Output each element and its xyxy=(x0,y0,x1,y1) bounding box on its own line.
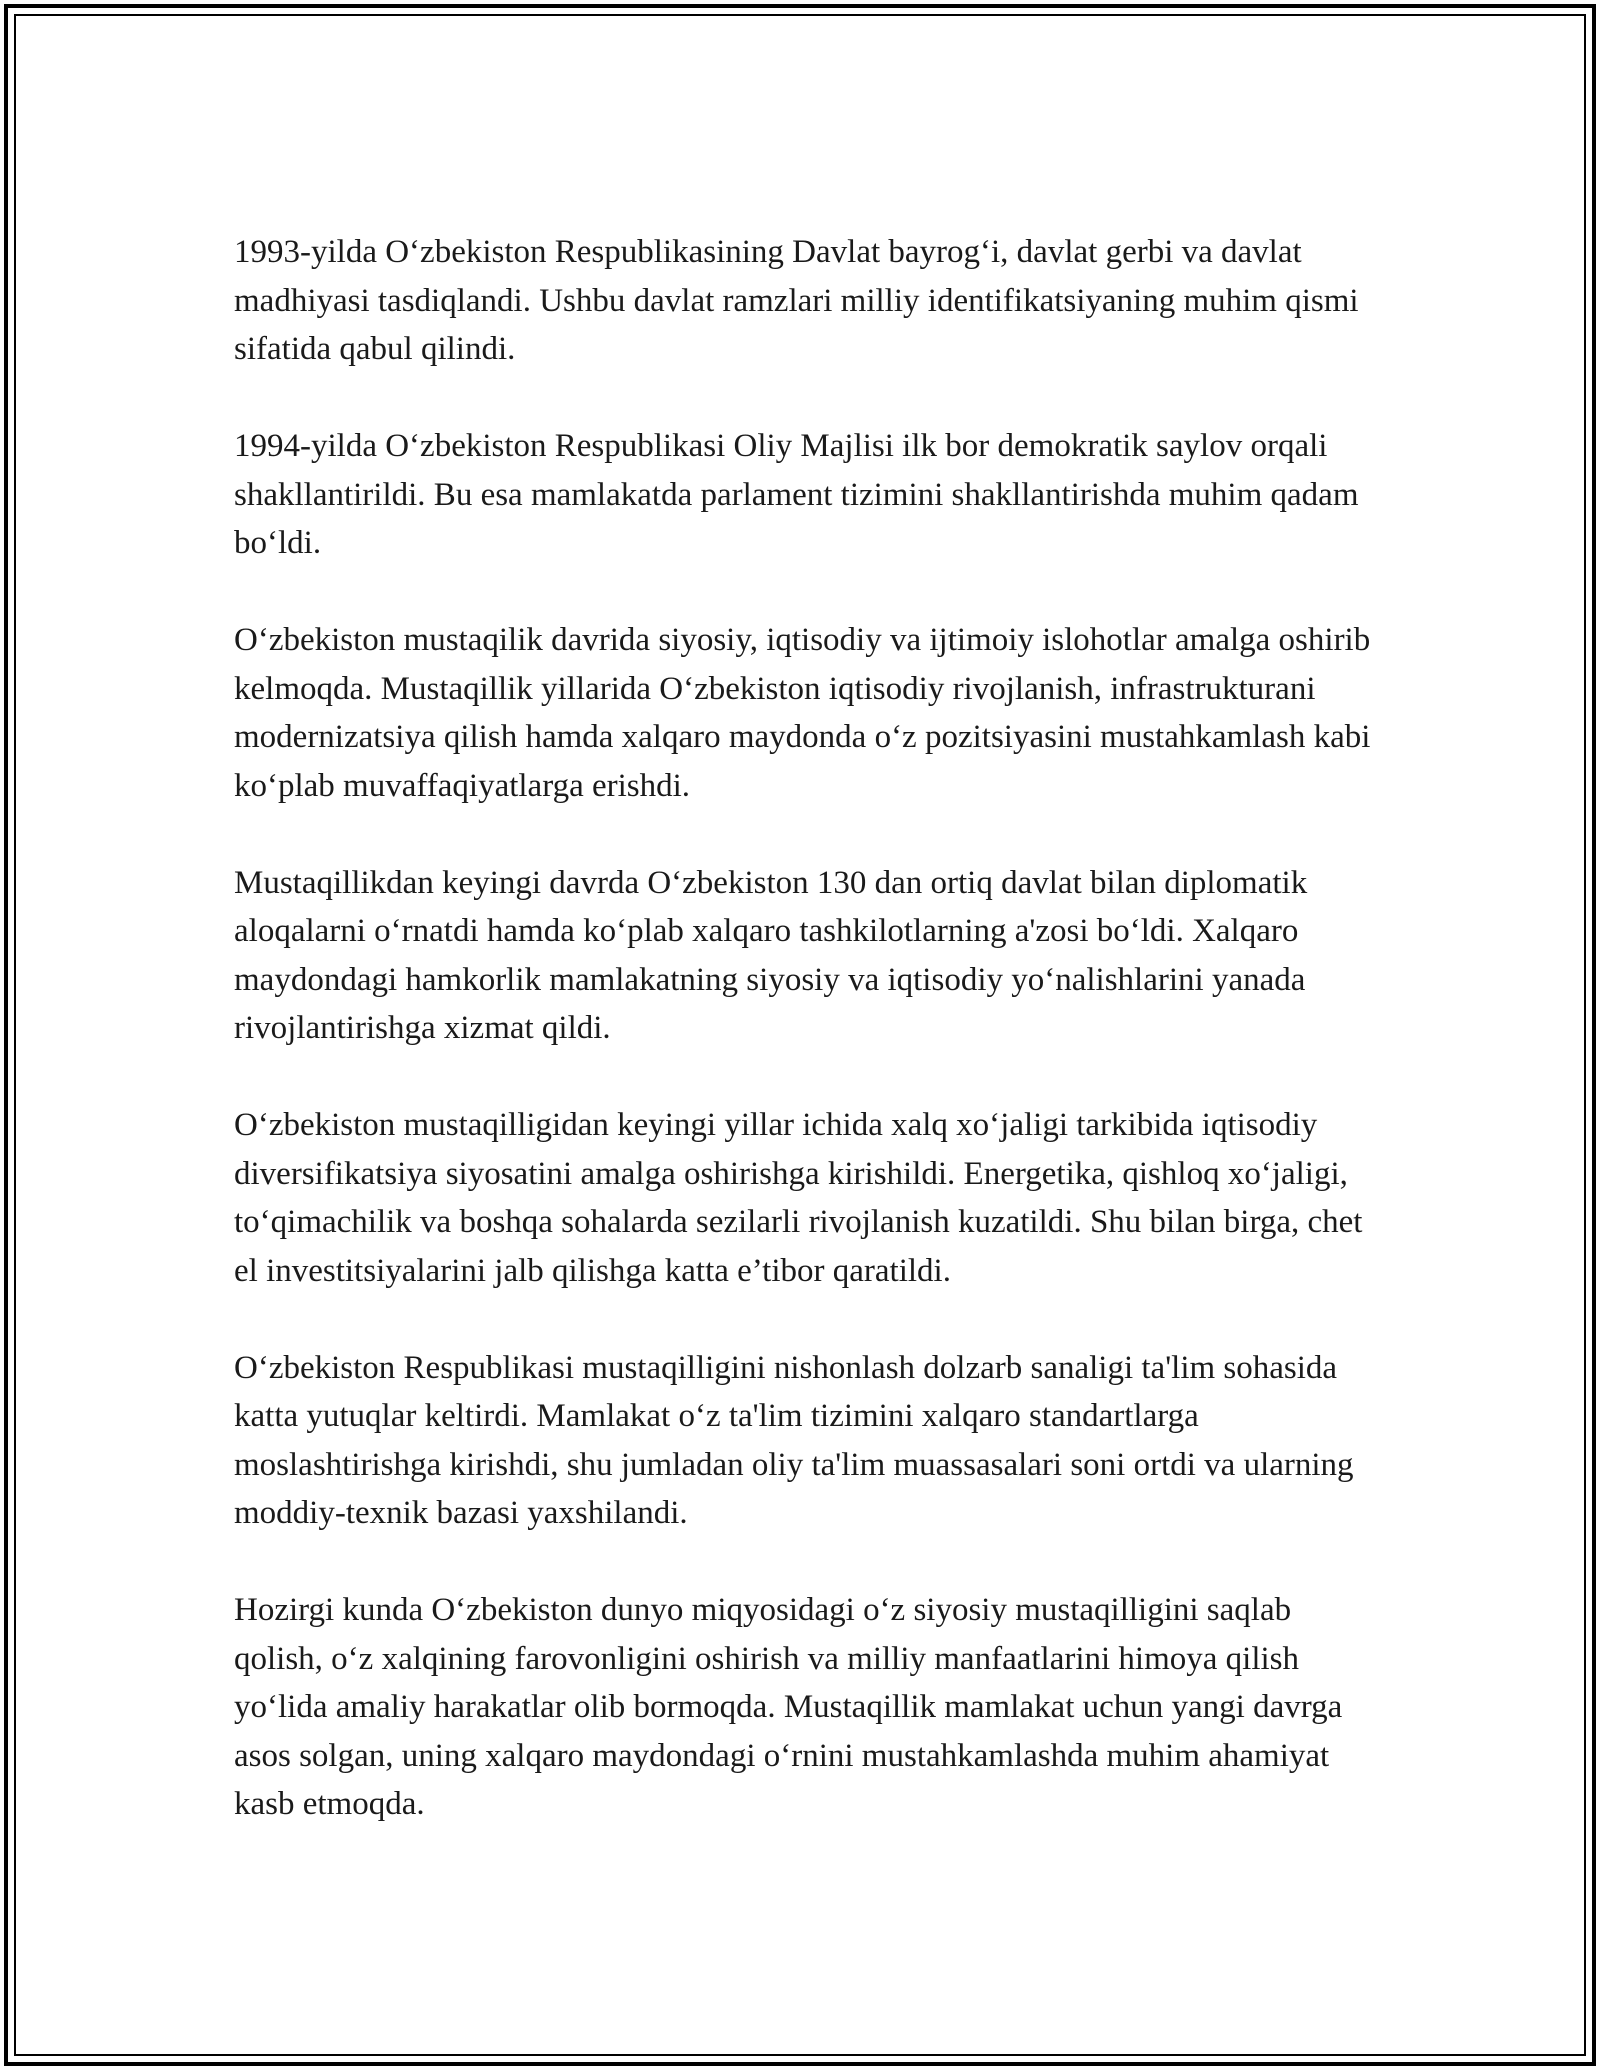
paragraph-5: O‘zbekiston mustaqilligidan keyingi yillar ichida xalq xo‘jaligi tarkibida iqtisodiy diversifikatsiya siyosatini amalga oshirishga kirishildi. Energetika, qishloq xo‘jaligi, to‘qimachilik va boshqa sohalarda sezilarli rivojlanish kuzatildi. Shu bilan birga, chet el investitsiyalarini jalb qilishga katta e’tibor qaratildi. xyxy=(234,1107,1363,1289)
paragraph-2: 1994-yilda O‘zbekiston Respublikasi Oliy Majlisi ilk bor demokratik saylov orqali shakllantirildi. Bu esa mamlakatda parlament tizimini shakllantirishda muhim qadam bo‘ldi. xyxy=(234,428,1359,561)
paragraph-1: 1993-yilda O‘zbekiston Respublikasining Davlat bayrog‘i, davlat gerbi va davlat madhiyasi tasdiqlandi. Ushbu davlat ramzlari milliy identifikatsiyaning muhim qismi sifatida qabul qilindi. xyxy=(234,234,1359,367)
document-body xyxy=(234,228,1384,1877)
paragraph-4: Mustaqillikdan keyingi davrda O‘zbekiston 130 dan ortiq davlat bilan diplomatik aloqalarni o‘rnatdi hamda ko‘plab xalqaro tashkilotlarning a'zosi bo‘ldi. Xalqaro maydondagi hamkorlik mamlakatning siyosiy va iqtisodiy yo‘nalishlarini yanada rivojlantirishga xizmat qildi. xyxy=(234,864,1308,1046)
paragraph-6: O‘zbekiston Respublikasi mustaqilligini nishonlash dolzarb sanaligi ta'lim sohasida katta yutuqlar keltirdi. Mamlakat o‘z ta'lim tizimini xalqaro standartlarga moslashtirishga kirishdi, shu jumladan oliy ta'lim muassasalari soni ortdi va ularning moddiy-texnik bazasi yaxshilandi. xyxy=(234,1349,1354,1531)
paragraph-7: Hozirgi kunda O‘zbekiston dunyo miqyosidagi o‘z siyosiy mustaqilligini saqlab qolish, o‘z xalqining farovonligini oshirish va milliy manfaatlarini himoya qilish yo‘lida amaliy harakatlar olib bormoqda. Mustaqillik mamlakat uchun yangi davrga asos solgan, uning xalqaro maydondagi o‘rnini mustahkamlashda muhim ahamiyat kasb etmoqda. xyxy=(234,1592,1343,1822)
paragraph-3: O‘zbekiston mustaqilik davrida siyosiy, iqtisodiy va ijtimoiy islohotlar amalga oshirib kelmoqda. Mustaqillik yillarida O‘zbekiston iqtisodiy rivojlanish, infrastrukturani modernizatsiya qilish hamda xalqaro maydonda o‘z pozitsiyasini mustahkamlash kabi ko‘plab muvaffaqiyatlarga erishdi. xyxy=(234,622,1371,804)
